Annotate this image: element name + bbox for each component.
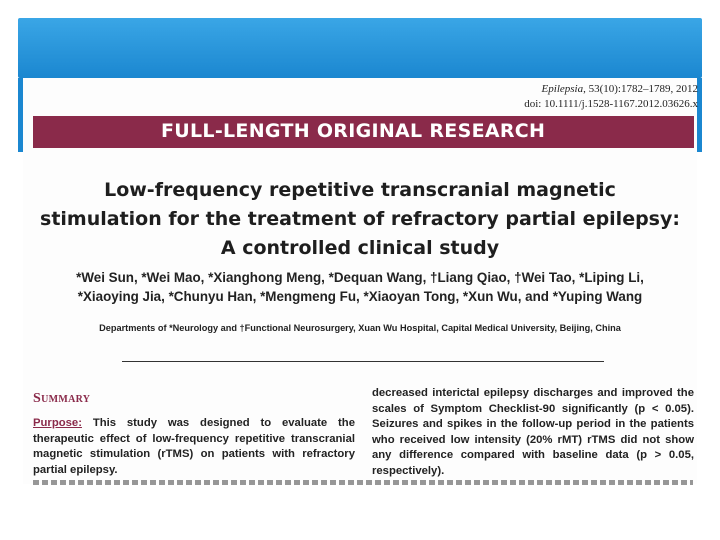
journal-citation — [398, 82, 698, 97]
divider-rule — [122, 361, 604, 362]
authors-line-1: *Wei Sun, *Wei Mao, *Xianghong Meng, *Dequan Wang, †Liang Qiao, †Wei Tao, *Liping Li, — [76, 270, 644, 285]
summary-heading: Summary — [33, 391, 91, 406]
author-list — [40, 268, 680, 306]
summary-left-column — [33, 416, 355, 478]
section-label: FULL-LENGTH ORIGINAL RESEARCH — [161, 120, 546, 142]
purpose-text: This study was designed to evaluate the therapeutic effect of low-frequency repetitive transcranial magnetic stimulation (rTMS) on patients with refractory partial epilepsy. — [33, 417, 355, 476]
journal-name: Epilepsia — [541, 83, 584, 95]
journal-volume: , 53(10):1782–1789, 2012 — [583, 83, 698, 95]
summary-right-column: decreased interictal epilepsy discharges and improved the scales of Symptom Checklist-90 significantly (p < 0.05). Seizures and spikes in the follow-up period in the patients who received low intensity (20% rMT) rTMS did not show any difference compared with baseline data (p > 0.05, respectively). — [372, 387, 694, 477]
journal-doi: doi: 10.1111/j.1528-1167.2012.03626.x — [524, 98, 698, 110]
title-line-2: stimulation for the treatment of refractory partial epilepsy: — [40, 208, 680, 230]
title-line-1: Low-frequency repetitive transcranial magnetic — [104, 179, 616, 201]
authors-line-2: *Xiaoying Jia, *Chunyu Han, *Mengmeng Fu, *Xiaoyan Tong, *Xun Wu, and *Yuping Wang — [77, 289, 643, 304]
paper-title — [40, 176, 680, 263]
header-banner — [18, 18, 702, 78]
title-line-3: A controlled clinical study — [220, 237, 500, 259]
section-bar — [33, 116, 694, 148]
purpose-label: Purpose: — [33, 417, 82, 429]
cropped-text-edge — [33, 480, 693, 485]
journal-info — [398, 82, 698, 112]
affiliation: Departments of *Neurology and †Functional Neurosurgery, Xuan Wu Hospital, Capital Medical University, Beijing, China — [99, 323, 621, 333]
